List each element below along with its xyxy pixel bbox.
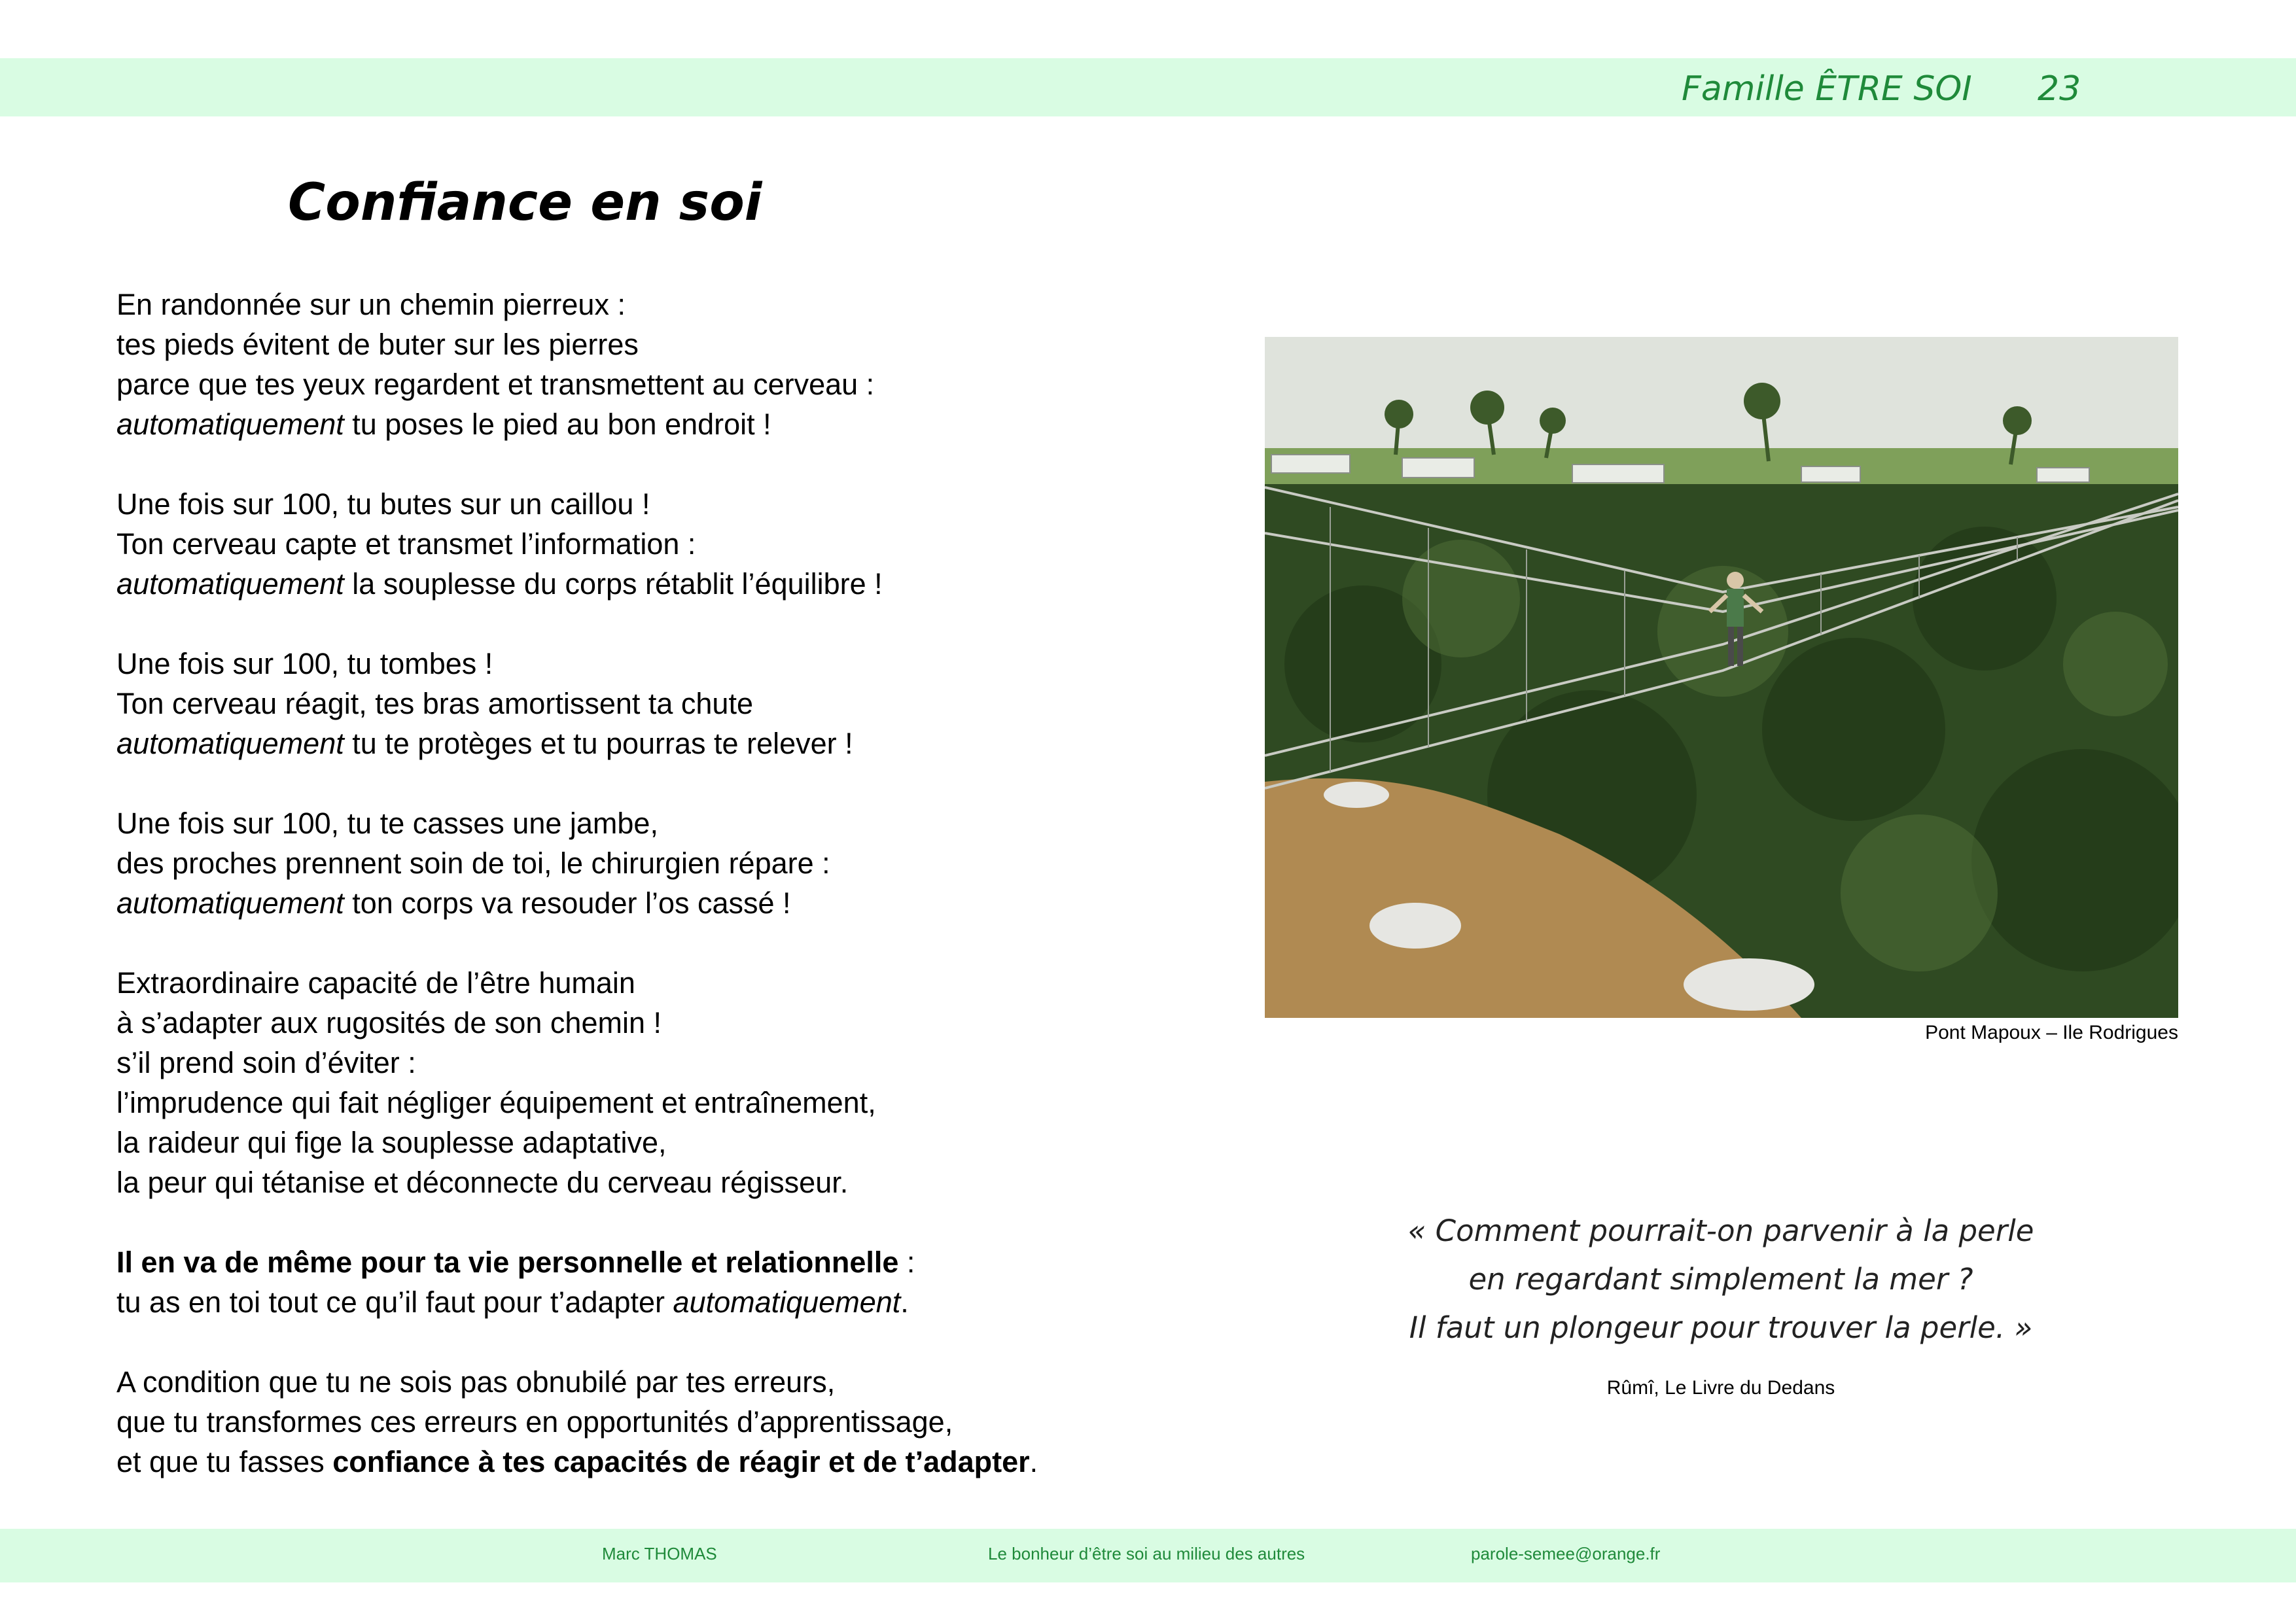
- footer-book-title: Le bonheur d’être soi au milieu des autres: [988, 1544, 1305, 1563]
- poem-line: [116, 883, 1190, 923]
- stanza: [116, 1362, 1190, 1482]
- text-segment: A condition que tu ne sois pas obnubilé par tes erreurs,: [116, 1365, 836, 1399]
- text-segment: la raideur qui fige la souplesse adaptative,: [116, 1126, 667, 1159]
- text-segment: .: [1029, 1445, 1038, 1478]
- footer-author: Marc THOMAS: [602, 1544, 717, 1563]
- text-segment: En randonnée sur un chemin pierreux :: [116, 288, 626, 321]
- text-segment: ton corps va resouder l’os cassé !: [344, 886, 791, 920]
- text-segment: s’il prend soin d’éviter :: [116, 1046, 416, 1079]
- text-segment: Extraordinaire capacité de l’être humain: [116, 966, 635, 1000]
- text-segment: Une fois sur 100, tu tombes !: [116, 647, 493, 680]
- poem-line: [116, 484, 1190, 524]
- header-family-label: Famille ÊTRE SOI: [1682, 69, 1972, 109]
- italic-text: automatiquement: [673, 1285, 901, 1319]
- text-segment: tes pieds évitent de buter sur les pierres: [116, 328, 639, 361]
- poem-line: [116, 564, 1190, 604]
- text-segment: à s’adapter aux rugosités de son chemin !: [116, 1006, 662, 1039]
- text-segment: la souplesse du corps rétablit l’équilibre !: [344, 567, 883, 601]
- bold-text: confiance à tes capacités de réagir et de t’adapter: [332, 1445, 1030, 1478]
- bold-text: Il en va de même pour ta vie personnelle et relationnelle: [116, 1246, 899, 1279]
- poem-line: [116, 843, 1190, 883]
- text-segment: :: [898, 1246, 915, 1279]
- italic-text: automatiquement: [116, 727, 344, 760]
- text-segment: tu poses le pied au bon endroit !: [344, 408, 771, 441]
- poem-line: [116, 1362, 1190, 1402]
- poem-line: [116, 1003, 1190, 1043]
- text-segment: Ton cerveau réagit, tes bras amortissent ta chute: [116, 687, 753, 720]
- poem-line: [116, 404, 1190, 444]
- text-segment: Une fois sur 100, tu te casses une jambe,: [116, 807, 658, 840]
- page-number: 23: [2038, 69, 2081, 109]
- italic-text: automatiquement: [116, 886, 344, 920]
- text-segment: tu as en toi tout ce qu’il faut pour t’adapter: [116, 1285, 673, 1319]
- text-segment: .: [900, 1285, 909, 1319]
- stanza: [116, 1242, 1190, 1322]
- stanza: [116, 644, 1190, 763]
- text-segment: des proches prennent soin de toi, le chirurgien répare :: [116, 846, 830, 880]
- quote-block: [1309, 1207, 2133, 1352]
- poem-line: [116, 285, 1190, 324]
- text-segment: Ton cerveau capte et transmet l’information :: [116, 527, 696, 561]
- quote-line: « Comment pourrait-on parvenir à la perle: [1407, 1213, 2034, 1248]
- italic-text: automatiquement: [116, 567, 344, 601]
- quote-author: Rûmî, Le Livre du Dedans: [1606, 1377, 1835, 1399]
- stanza: [116, 803, 1190, 923]
- stanza: [116, 963, 1190, 1202]
- poem-line: [116, 724, 1190, 763]
- poem-line: [116, 364, 1190, 404]
- poem-line: [116, 1242, 1190, 1282]
- quote-line: en regardant simplement la mer ?: [1468, 1262, 1973, 1297]
- text-segment: tu te protèges et tu pourras te relever !: [344, 727, 853, 760]
- text-segment: et que tu fasses: [116, 1445, 333, 1478]
- poem-line: [116, 963, 1190, 1003]
- poem-line: [116, 644, 1190, 684]
- poem-line: [116, 1083, 1190, 1123]
- poem-line: [116, 1402, 1190, 1442]
- quote-line: Il faut un plongeur pour trouver la perle. »: [1409, 1310, 2033, 1345]
- poem-line: [116, 1043, 1190, 1083]
- poem-line: [116, 1442, 1190, 1482]
- text-segment: Une fois sur 100, tu butes sur un caillou !: [116, 487, 650, 521]
- text-segment: que tu transformes ces erreurs en opportunités d’apprentissage,: [116, 1405, 953, 1439]
- text-segment: parce que tes yeux regardent et transmettent au cerveau :: [116, 368, 875, 401]
- poem-line: [116, 684, 1190, 724]
- poem-line: [116, 524, 1190, 564]
- bridge-photo-illustration: [1265, 337, 2178, 1018]
- poem-body: [116, 285, 1190, 1522]
- poem-line: [116, 1162, 1190, 1202]
- italic-text: automatiquement: [116, 408, 344, 441]
- poem-line: [116, 324, 1190, 364]
- text-segment: l’imprudence qui fait négliger équipement et entraînement,: [116, 1086, 876, 1119]
- stanza: [116, 285, 1190, 444]
- text-segment: la peur qui tétanise et déconnecte du cerveau régisseur.: [116, 1166, 849, 1199]
- poem-line: [116, 803, 1190, 843]
- footer-email: parole-semee@orange.fr: [1471, 1544, 1661, 1563]
- bridge-photo: [1265, 337, 2178, 1018]
- page-title: Confiance en soi: [288, 173, 762, 232]
- poem-line: [116, 1123, 1190, 1162]
- photo-caption: Pont Mapoux – Ile Rodrigues: [1925, 1022, 2178, 1043]
- poem-line: [116, 1282, 1190, 1322]
- stanza: [116, 484, 1190, 604]
